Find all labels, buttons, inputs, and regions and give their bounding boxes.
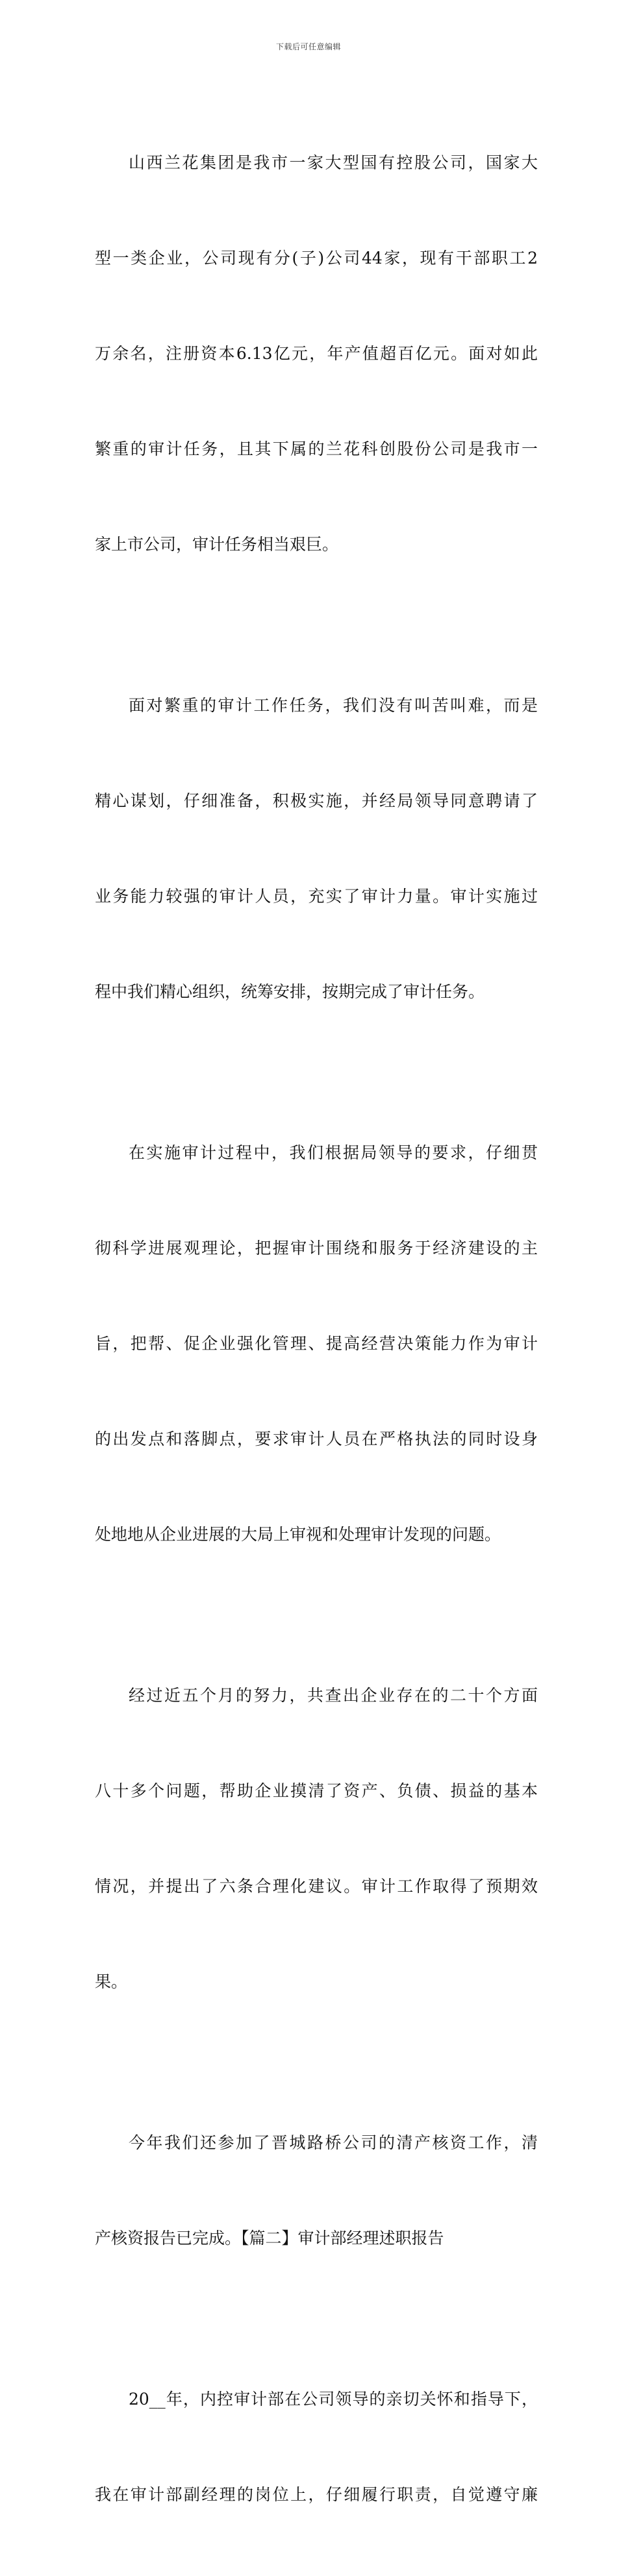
document-body — [95, 83, 538, 2576]
text-line: 情况，并提出了六条合理化建议。审计工作取得了预期效 — [95, 1877, 538, 1896]
text-line: 程中我们精心组织，统筹安排，按期完成了审计任务。 — [95, 982, 485, 1001]
text-line: 经过近五个月的努力，共查出企业存在的二十个方面 — [129, 1686, 538, 1705]
text-line: 产核资报告已完成。【篇二】审计部经理述职报告 — [95, 2229, 444, 2248]
text-line: 的出发点和落脚点，要求审计人员在严格执法的同时设身 — [95, 1430, 538, 1448]
text-line: 家上市公司，审计任务相当艰巨。 — [95, 535, 339, 554]
paragraph-4 — [95, 1616, 538, 2061]
text-line: 面对繁重的审计工作任务，我们没有叫苦叫难，而是 — [129, 696, 538, 715]
text-line: 果。 — [95, 1972, 128, 1991]
text-line: 八十多个问题，帮助企业摸清了资产、负债、损益的基本 — [95, 1781, 538, 1800]
paragraph-3 — [95, 1073, 538, 1614]
paragraph-2 — [95, 626, 538, 1071]
text-line: 旨，把帮、促企业强化管理、提高经营决策能力作为审计 — [95, 1334, 538, 1353]
text-line: 彻科学进展观理论，把握审计围绕和服务于经济建设的主 — [95, 1239, 538, 1257]
text-line: 山西兰花集团是我市一家大型国有控股公司，国家大 — [129, 153, 538, 172]
text-line: 处地地从企业进展的大局上审视和处理审计发现的问题。 — [95, 1525, 501, 1544]
text-line: 型一类企业，公司现有分(子)公司44家，现有干部职工2 — [95, 249, 538, 267]
text-line: 精心谋划，仔细准备，积极实施，并经局领导同意聘请了 — [95, 791, 538, 810]
page-header: 下载后可任意编辑 — [275, 42, 341, 51]
text-line: 繁重的审计任务，且其下属的兰花科创股份公司是我市一 — [95, 440, 538, 458]
paragraph-1 — [95, 83, 538, 624]
paragraph-5 — [95, 2063, 538, 2318]
text-line: 今年我们还参加了晋城路桥公司的清产核资工作，清 — [129, 2133, 538, 2152]
text-line: 20__年，内控审计部在公司领导的亲切关怀和指导下， — [129, 2390, 538, 2409]
text-line: 我在审计部副经理的岗位上，仔细履行职责，自觉遵守廉 — [95, 2485, 538, 2504]
paragraph-6 — [95, 2320, 538, 2574]
text-line: 在实施审计过程中，我们根据局领导的要求，仔细贯 — [129, 1143, 538, 1162]
text-line: 万余名，注册资本6.13亿元，年产值超百亿元。面对如此 — [95, 344, 538, 363]
text-line: 业务能力较强的审计人员，充实了审计力量。审计实施过 — [95, 887, 538, 906]
